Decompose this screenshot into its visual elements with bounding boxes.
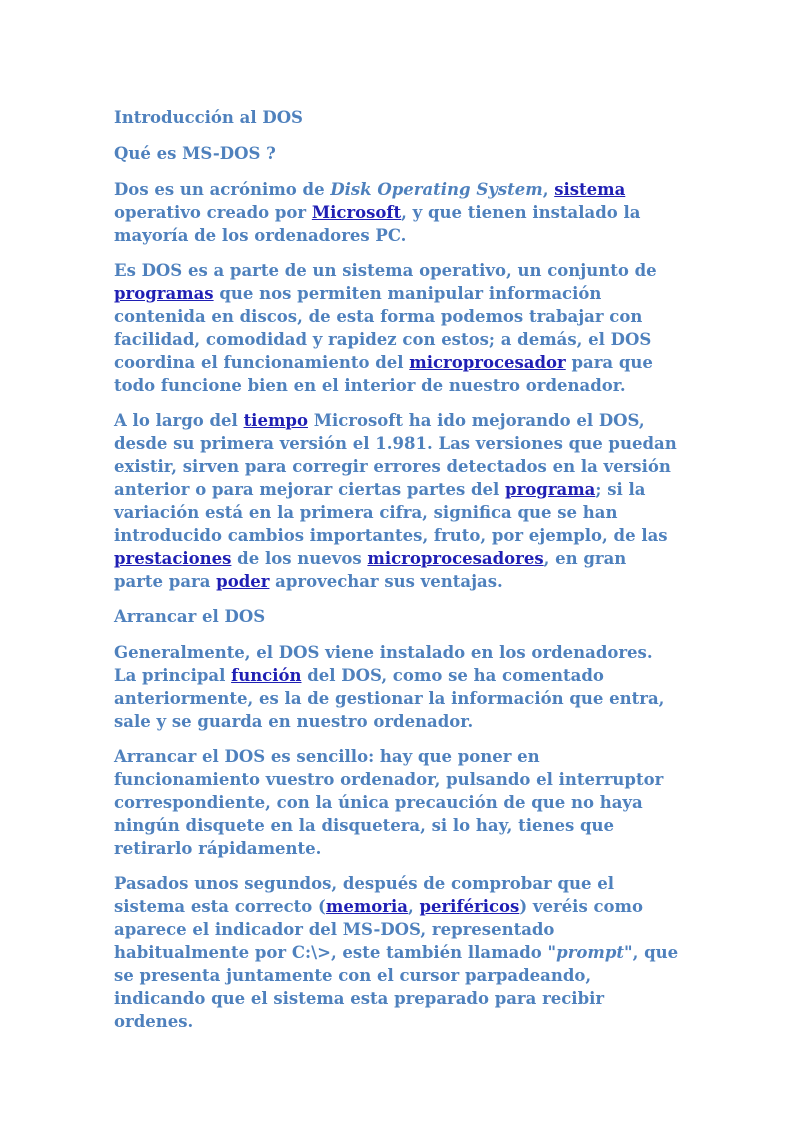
link-programa[interactable]: programa xyxy=(505,480,596,499)
text-span: Microsoft ha ido mejorando el DOS, desde su primera versión el 1.981. Las versiones que puedan existir, sirven para corregir errores detectados en la versión anterior o para mejorar ciertas partes del xyxy=(114,411,677,499)
link-sistema[interactable]: sistema xyxy=(554,180,626,199)
link-microprocesador[interactable]: microprocesador xyxy=(409,353,566,372)
link-microprocesadores[interactable]: microprocesadores xyxy=(367,549,544,568)
paragraph-versiones xyxy=(114,409,680,593)
text-span: que nos permiten manipular información contenida en discos, de esta forma podemos trabajar con facilidad, comodidad y rapidez con estos; a demás, el DOS coordina el funcionamiento del xyxy=(114,284,652,372)
text-span: , y que tienen instalado la mayoría de los ordenadores PC. xyxy=(114,203,641,245)
link-prestaciones[interactable]: prestaciones xyxy=(114,549,232,568)
text-span: , xyxy=(542,180,555,199)
text-span: Pasados unos segundos, después de comprobar que el sistema esta correcto ( xyxy=(114,874,615,916)
link-programas[interactable]: programas xyxy=(114,284,214,303)
link-perifericos[interactable]: periféricos xyxy=(419,897,520,916)
link-microsoft[interactable]: Microsoft xyxy=(311,203,402,222)
link-poder[interactable]: poder xyxy=(216,572,270,591)
heading-introduccion: Introducción al DOS xyxy=(114,108,303,127)
paragraph-sistema-operativo xyxy=(114,259,680,397)
text-span: ) veréis como aparece el indicador del MS-DOS, representado habitualmente por C:\>, este también llamado " xyxy=(114,897,644,962)
text-span: ", que se presenta juntamente con el cursor parpadeando, indicando que el sistema esta preparado para recibir ordenes. xyxy=(114,943,679,1031)
text-span: ; si la variación está en la primera cifra, significa que se han introducido cambios importantes, fruto, por ejemplo, de las xyxy=(114,480,668,545)
link-funcion[interactable]: función xyxy=(231,666,302,685)
text-span: Generalmente, el DOS viene instalado en los ordenadores. La principal xyxy=(114,643,653,685)
paragraph-arrancar-sencillo: Arrancar el DOS es sencillo: hay que poner en funcionamiento vuestro ordenador, pulsando el interruptor correspondiente, con la única precaución de que no haya ningún disquete en la disquetera, si lo hay, tienes que retirarlo rápidamente. xyxy=(114,747,664,858)
heading-arrancar-dos: Arrancar el DOS xyxy=(114,607,266,626)
paragraph-acronimo xyxy=(114,178,680,247)
text-span: operativo creado por xyxy=(114,203,312,222)
text-span: Es DOS es a parte de un sistema operativo, un conjunto de xyxy=(114,261,657,280)
text-span: Dos es un acrónimo de xyxy=(114,180,331,199)
link-tiempo[interactable]: tiempo xyxy=(243,411,308,430)
paragraph-prompt xyxy=(114,872,680,1033)
document-page xyxy=(114,106,680,1045)
text-italic: Disk Operating System xyxy=(330,180,543,199)
text-span: del DOS, como se ha comentado anteriormente, es la de gestionar la información que entra, sale y se guarda en nuestro ordenador. xyxy=(114,666,665,731)
text-span: , xyxy=(407,897,420,916)
text-span: A lo largo del xyxy=(114,411,244,430)
text-span: de los nuevos xyxy=(231,549,368,568)
text-italic: prompt xyxy=(556,943,625,962)
paragraph-generalmente xyxy=(114,641,680,733)
heading-que-es-msdos: Qué es MS-DOS ? xyxy=(114,144,276,163)
link-memoria[interactable]: memoria xyxy=(325,897,408,916)
text-span: aprovechar sus ventajas. xyxy=(269,572,503,591)
text-span: , en gran parte para xyxy=(114,549,627,591)
text-span: para que todo funcione bien en el interior de nuestro ordenador. xyxy=(114,353,653,395)
